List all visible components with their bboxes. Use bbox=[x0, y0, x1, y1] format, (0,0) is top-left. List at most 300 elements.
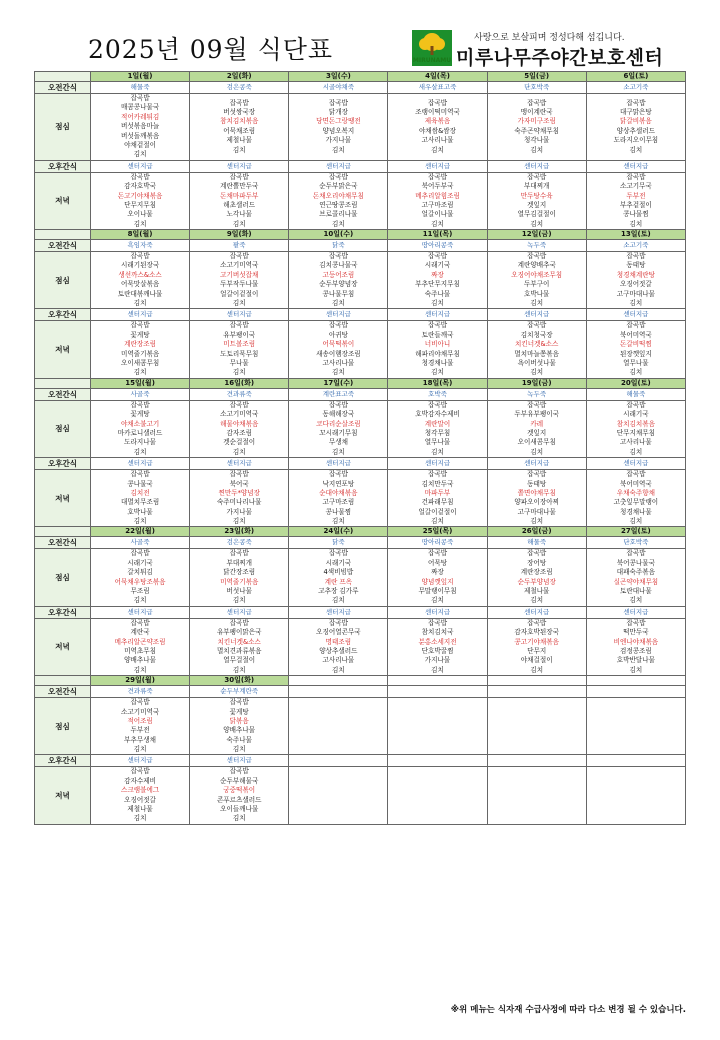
pm-snack-label: 오후간식 bbox=[35, 309, 91, 321]
am-snack-cell: 순두부계란죽 bbox=[190, 686, 289, 698]
date-cell: 13일(토) bbox=[586, 230, 685, 240]
menu-item: 겟잎지 bbox=[527, 428, 547, 437]
date-cell: 5일(금) bbox=[487, 72, 586, 82]
menu-item: 참치김치볶음 bbox=[220, 117, 259, 126]
menu-item: 도라지나물 bbox=[124, 438, 156, 447]
pm-snack-cell: 센터지급 bbox=[289, 160, 388, 172]
lunch-cell bbox=[190, 549, 289, 606]
date-cell: 19일(금) bbox=[487, 378, 586, 388]
menu-item: 동해해장국 bbox=[322, 410, 355, 419]
menu-item: 김치 bbox=[133, 596, 147, 605]
pm-snack-cell: 센터지급 bbox=[487, 606, 586, 618]
menu-item: 잡곡밥 bbox=[527, 618, 547, 627]
menu-item: 미역줄기볶음 bbox=[220, 577, 259, 586]
date-cell: 15일(월) bbox=[91, 378, 190, 388]
menu-item: 잡곡밥 bbox=[527, 549, 547, 558]
dinner-cell bbox=[91, 470, 190, 527]
menu-item: 만두탕수육 bbox=[520, 191, 553, 200]
menu-item: 양상추샐러드 bbox=[616, 126, 655, 135]
menu-item: 김치 bbox=[332, 665, 345, 674]
menu-item: 미트볼조림 bbox=[223, 340, 256, 349]
pm-snack-row bbox=[35, 458, 686, 470]
am-snack-cell: 검은콩죽 bbox=[190, 82, 289, 94]
pm-snack-cell: 센터지급 bbox=[586, 606, 685, 618]
menu-item: 잡곡밥 bbox=[229, 618, 249, 627]
menu-item: 어묵채조림 bbox=[223, 126, 256, 135]
menu-item: 치킨너겟&소스 bbox=[515, 340, 559, 349]
menu-item: 돈고기야채볶음 bbox=[117, 191, 163, 200]
dinner-cell bbox=[91, 321, 190, 378]
page-title: 2025년 09월 식단표 bbox=[88, 35, 334, 64]
menu-item: 장어탕 bbox=[527, 558, 547, 567]
menu-item: 김치 bbox=[133, 368, 147, 377]
menu-item: 부추무생채 bbox=[124, 735, 156, 744]
date-cell: 1일(월) bbox=[91, 72, 190, 82]
dinner-cell bbox=[487, 618, 586, 675]
menu-item: 건파래무침 bbox=[421, 498, 454, 507]
am-snack-cell bbox=[487, 686, 586, 698]
menu-item: 김치 bbox=[332, 145, 345, 154]
lunch-row bbox=[35, 698, 686, 755]
menu-item: 아귀탕 bbox=[328, 330, 348, 339]
pm-snack-row bbox=[35, 755, 686, 767]
menu-item: 마카로니샐러드 bbox=[117, 428, 163, 437]
menu-item: 갈치튀김 bbox=[127, 568, 153, 577]
menu-item: 고춧잎무말랭이 bbox=[613, 498, 659, 507]
am-snack-cell: 닭죽 bbox=[289, 537, 388, 549]
pm-snack-label: 오후간식 bbox=[35, 755, 91, 767]
am-snack-cell: 닭죽 bbox=[289, 240, 388, 252]
am-snack-label: 오전간식 bbox=[35, 537, 91, 549]
menu-item: 순두부해물국 bbox=[220, 776, 259, 785]
dinner-cell bbox=[289, 321, 388, 378]
menu-item: 야채걸절이 bbox=[520, 656, 553, 665]
lunch-cell bbox=[388, 94, 487, 161]
menu-item: 잡곡밥 bbox=[130, 767, 150, 776]
menu-item: 잡곡밥 bbox=[130, 321, 150, 330]
pm-snack-cell: 센터지급 bbox=[190, 160, 289, 172]
date-label-cell bbox=[35, 676, 91, 686]
date-row bbox=[35, 230, 686, 240]
menu-item: 짜장 bbox=[431, 270, 444, 279]
menu-item: 오이새콤무침 bbox=[120, 358, 160, 367]
menu-item: 맹이계란국 bbox=[520, 108, 553, 117]
am-snack-cell: 팥죽 bbox=[190, 240, 289, 252]
menu-item: 잡곡밥 bbox=[229, 252, 249, 261]
lunch-label: 점심 bbox=[35, 698, 91, 755]
menu-item: 소고기무국 bbox=[619, 182, 652, 191]
menu-item: 김치 bbox=[133, 814, 147, 823]
lunch-cell bbox=[91, 252, 190, 309]
menu-item: 잡곡밥 bbox=[427, 618, 448, 627]
am-snack-cell: 녹두죽 bbox=[487, 240, 586, 252]
menu-item: 잡곡밥 bbox=[427, 321, 448, 330]
pm-snack-cell: 센터지급 bbox=[388, 309, 487, 321]
menu-item: 김치 bbox=[530, 447, 544, 456]
lunch-cell bbox=[289, 94, 388, 161]
menu-item: 겟잎지 bbox=[527, 200, 547, 209]
menu-item: 잡곡밥 bbox=[527, 321, 547, 330]
dinner-cell bbox=[487, 470, 586, 527]
date-cell: 26일(금) bbox=[487, 527, 586, 537]
menu-item: 숙주곤약채무침 bbox=[514, 126, 559, 135]
menu-item: 콩나물국 bbox=[127, 479, 153, 488]
dinner-cell bbox=[586, 321, 685, 378]
date-cell: 23일(화) bbox=[190, 527, 289, 537]
menu-item: 김치 bbox=[530, 219, 544, 228]
menu-item: 김치 bbox=[629, 447, 643, 456]
pm-snack-cell: 센터지급 bbox=[289, 309, 388, 321]
menu-item: 고등어조림 bbox=[322, 270, 355, 279]
menu-item: 순두부양념장 bbox=[517, 577, 556, 586]
lunch-cell bbox=[487, 94, 586, 161]
menu-item: 제육볶음 bbox=[424, 117, 451, 126]
menu-item: 김치 bbox=[232, 299, 246, 308]
am-snack-cell: 흑임자죽 bbox=[91, 240, 190, 252]
menu-item: 새송이햄장조림 bbox=[316, 349, 361, 358]
menu-item: 유부팽이국 bbox=[223, 330, 256, 339]
menu-item: 김치 bbox=[332, 368, 345, 377]
menu-item: 양파오이장아찌 bbox=[514, 498, 559, 507]
dinner-cell bbox=[388, 172, 487, 229]
menu-item: 부대찌개 bbox=[226, 558, 252, 567]
menu-item: 호박나물 bbox=[127, 507, 153, 516]
menu-item: 김치 bbox=[232, 368, 246, 377]
menu-item: 잡곡밥 bbox=[229, 470, 249, 479]
date-cell bbox=[586, 676, 685, 686]
menu-item: 무생채 bbox=[328, 438, 348, 447]
date-cell: 9일(화) bbox=[190, 230, 289, 240]
menu-item: 버섯볶음마늘 bbox=[120, 122, 160, 131]
date-cell: 2일(화) bbox=[190, 72, 289, 82]
dinner-row bbox=[35, 767, 686, 824]
am-snack-cell: 사골죽 bbox=[91, 388, 190, 400]
date-cell: 22일(월) bbox=[91, 527, 190, 537]
menu-item: 꽃게탕 bbox=[229, 707, 249, 716]
date-label-cell bbox=[35, 230, 91, 240]
lunch-cell bbox=[91, 400, 190, 457]
pm-snack-cell: 센터지급 bbox=[487, 309, 586, 321]
dinner-cell bbox=[91, 618, 190, 675]
menu-item: 김치 bbox=[133, 745, 147, 754]
lunch-row bbox=[35, 549, 686, 606]
menu-item: 김치 bbox=[232, 447, 246, 456]
pm-snack-label: 오후간식 bbox=[35, 160, 91, 172]
dinner-cell bbox=[289, 767, 388, 824]
menu-item: 제철나물 bbox=[226, 136, 252, 145]
menu-item: 치킨너겟&소스 bbox=[217, 637, 261, 646]
menu-item: 순대야채볶음 bbox=[319, 488, 358, 497]
menu-item: 유부팽이맑은국 bbox=[216, 628, 262, 637]
menu-item: 고구마조림 bbox=[421, 200, 454, 209]
menu-item: 김치 bbox=[232, 814, 246, 823]
menu-item: 잡곡밥 bbox=[229, 549, 249, 558]
menu-item: 김치 bbox=[431, 219, 444, 228]
menu-item: 가자미구조림 bbox=[517, 117, 556, 126]
menu-item: 계란말이 bbox=[424, 419, 451, 428]
menu-item: 열무나물 bbox=[623, 358, 649, 367]
menu-item: 잡곡밥 bbox=[626, 549, 646, 558]
am-snack-label: 오전간식 bbox=[35, 388, 91, 400]
menu-item: 김치 bbox=[232, 745, 246, 754]
menu-item: 김치만두국 bbox=[421, 479, 454, 488]
menu-item: 잡곡밥 bbox=[229, 98, 249, 107]
menu-item: 청경채나물 bbox=[619, 507, 652, 516]
date-cell: 10일(수) bbox=[289, 230, 388, 240]
menu-item: 생선까스&소스 bbox=[118, 270, 162, 279]
menu-item: 북어국 bbox=[229, 479, 249, 488]
menu-item: 김치 bbox=[530, 517, 544, 526]
menu-item: 고추장 김가루 bbox=[318, 587, 359, 596]
menu-item: 청경채나물 bbox=[421, 358, 454, 367]
menu-item: 잡곡밥 bbox=[527, 400, 547, 409]
dinner-row bbox=[35, 321, 686, 378]
menu-item: 당면돈그랑땡전 bbox=[316, 117, 361, 126]
menu-item: 잡곡밥 bbox=[328, 400, 348, 409]
menu-item: 계란양배추국 bbox=[517, 261, 556, 270]
menu-item: 숙주나물 bbox=[226, 735, 252, 744]
menu-item: 쫄면야채무침 bbox=[517, 488, 556, 497]
lunch-cell bbox=[586, 549, 685, 606]
menu-item: 청각나물 bbox=[523, 136, 550, 145]
menu-item: 김치 bbox=[232, 665, 246, 674]
menu-item: 닭볶음 bbox=[229, 716, 249, 725]
dinner-cell bbox=[487, 172, 586, 229]
menu-item: 김치 bbox=[629, 596, 643, 605]
menu-item: 해물야채볶음 bbox=[220, 419, 259, 428]
menu-item: 돈갈비떡찜 bbox=[619, 340, 652, 349]
date-row bbox=[35, 378, 686, 388]
menu-item: 무나물 bbox=[229, 358, 249, 367]
menu-item: 김치 bbox=[629, 219, 643, 228]
lunch-cell bbox=[289, 698, 388, 755]
menu-item: 김치 bbox=[332, 517, 345, 526]
pm-snack-row bbox=[35, 606, 686, 618]
menu-item: 잡곡밥 bbox=[328, 98, 348, 107]
menu-item: 김치 bbox=[332, 299, 345, 308]
menu-item: 얼갈이겉절이 bbox=[418, 507, 457, 516]
menu-item: 잡곡밥 bbox=[427, 98, 448, 107]
date-cell: 12일(금) bbox=[487, 230, 586, 240]
menu-item: 마파두부 bbox=[424, 488, 451, 497]
menu-item: 오징어젓갈 bbox=[124, 795, 156, 804]
dinner-row bbox=[35, 470, 686, 527]
menu-item: 돈채오리야채무침 bbox=[312, 191, 364, 200]
am-snack-cell: 소고기죽 bbox=[586, 82, 685, 94]
menu-item: 잡곡밥 bbox=[130, 549, 150, 558]
menu-item: 야채소불고기 bbox=[120, 419, 160, 428]
menu-item: 잡곡밥 bbox=[130, 94, 150, 102]
date-row bbox=[35, 676, 686, 686]
menu-item: 계란국 bbox=[130, 628, 150, 637]
menu-item: 무조림 bbox=[130, 587, 150, 596]
pm-snack-cell: 센터지급 bbox=[388, 458, 487, 470]
menu-item: 잡곡밥 bbox=[626, 172, 646, 181]
menu-item: 감자조림 bbox=[226, 428, 252, 437]
menu-item: 단무지 bbox=[527, 646, 547, 655]
menu-item: 숙주나물 bbox=[424, 289, 451, 298]
lunch-cell bbox=[586, 252, 685, 309]
am-snack-cell: 계란표고죽 bbox=[289, 388, 388, 400]
menu-item: 단호박꿀찜 bbox=[421, 646, 454, 655]
menu-item: 버섯나물 bbox=[226, 587, 252, 596]
menu-item: 김치 bbox=[431, 665, 444, 674]
menu-item: 해초샐러드 bbox=[223, 200, 256, 209]
menu-item: 김치 bbox=[431, 145, 444, 154]
date-cell: 6일(토) bbox=[586, 72, 685, 82]
menu-item: 김치 bbox=[133, 299, 147, 308]
pm-snack-cell: 센터지급 bbox=[388, 160, 487, 172]
menu-item: 잡곡밥 bbox=[229, 698, 249, 707]
menu-item: 김치 bbox=[232, 517, 246, 526]
lunch-cell bbox=[487, 698, 586, 755]
menu-item: 오이새콤무침 bbox=[517, 438, 556, 447]
dinner-cell bbox=[586, 172, 685, 229]
date-cell: 16일(화) bbox=[190, 378, 289, 388]
menu-item: 스크램블에그 bbox=[120, 786, 160, 795]
menu-item: 김치 bbox=[431, 517, 444, 526]
am-snack-cell: 녹두죽 bbox=[487, 388, 586, 400]
menu-item: 두부전 bbox=[626, 191, 646, 200]
menu-item: 오징어야채조무침 bbox=[511, 270, 563, 279]
date-label-cell bbox=[35, 527, 91, 537]
pm-snack-row bbox=[35, 160, 686, 172]
menu-item: 고기버섯잡채 bbox=[220, 270, 259, 279]
am-snack-row bbox=[35, 82, 686, 94]
menu-item: 잡곡밥 bbox=[130, 698, 150, 707]
menu-item: 호박나물 bbox=[523, 289, 550, 298]
menu-item: 참치김치국 bbox=[421, 628, 454, 637]
menu-item: 잡곡밥 bbox=[229, 172, 249, 181]
menu-item: 잡곡밥 bbox=[626, 252, 646, 261]
lunch-cell bbox=[487, 549, 586, 606]
menu-item: 해파리야채무침 bbox=[415, 349, 460, 358]
menu-item: 김치 bbox=[133, 447, 147, 456]
dinner-cell bbox=[190, 321, 289, 378]
am-snack-cell: 해물죽 bbox=[91, 82, 190, 94]
menu-item: 소고기미역국 bbox=[220, 410, 259, 419]
menu-item: 김치전 bbox=[130, 488, 150, 497]
am-snack-label: 오전간식 bbox=[35, 240, 91, 252]
lunch-row bbox=[35, 252, 686, 309]
dinner-label: 저녁 bbox=[35, 172, 91, 229]
dinner-label: 저녁 bbox=[35, 470, 91, 527]
am-snack-cell: 단호박죽 bbox=[586, 537, 685, 549]
pm-snack-row bbox=[35, 309, 686, 321]
menu-item: 제철나물 bbox=[127, 805, 153, 814]
page-header bbox=[0, 0, 720, 70]
date-cell: 3일(수) bbox=[289, 72, 388, 82]
lunch-cell bbox=[586, 400, 685, 457]
date-cell: 27일(토) bbox=[586, 527, 685, 537]
pm-snack-cell: 센터지급 bbox=[487, 458, 586, 470]
date-cell: 25일(목) bbox=[388, 527, 487, 537]
menu-item: 호박반달나물 bbox=[616, 656, 655, 665]
menu-item: 순두부맑은국 bbox=[319, 182, 358, 191]
menu-item: 김치 bbox=[530, 596, 544, 605]
lunch-cell bbox=[190, 698, 289, 755]
lunch-cell bbox=[289, 252, 388, 309]
menu-item: 잡곡밥 bbox=[427, 400, 448, 409]
date-cell bbox=[388, 676, 487, 686]
dinner-cell bbox=[91, 172, 190, 229]
menu-item: 매콤콩나물국 bbox=[120, 103, 160, 112]
logo-text: MIRUNAMU bbox=[412, 57, 452, 64]
am-snack-label: 오전간식 bbox=[35, 82, 91, 94]
lunch-cell bbox=[586, 698, 685, 755]
menu-item: 김치 bbox=[332, 447, 345, 456]
menu-item: 시래기된장국 bbox=[120, 261, 160, 270]
slogan: 사랑으로 보살피며 정성다해 섬깁니다. bbox=[474, 33, 625, 43]
menu-item: 잡곡밥 bbox=[130, 252, 150, 261]
menu-item: 동태탕 bbox=[626, 261, 646, 270]
menu-item: 참치김치볶음 bbox=[616, 419, 655, 428]
menu-item: 호박감자수제비 bbox=[415, 410, 460, 419]
menu-item: 계란 프옥 bbox=[324, 577, 353, 586]
menu-item: 잡곡밥 bbox=[328, 470, 348, 479]
am-snack-cell: 새우살표고죽 bbox=[388, 82, 487, 94]
menu-item: 잡곡밥 bbox=[527, 470, 547, 479]
menu-item: 가지나물 bbox=[424, 656, 451, 665]
am-snack-row bbox=[35, 686, 686, 698]
am-snack-cell: 해물죽 bbox=[586, 388, 685, 400]
dinner-cell bbox=[586, 767, 685, 824]
lunch-cell bbox=[388, 252, 487, 309]
dinner-cell bbox=[91, 767, 190, 824]
menu-item: 어묵떡볶이 bbox=[322, 340, 355, 349]
menu-item: 양상추샐러드 bbox=[319, 646, 358, 655]
pm-snack-cell: 센터지급 bbox=[586, 458, 685, 470]
menu-item: 어묵채우탕조볶음 bbox=[114, 577, 166, 586]
menu-item: 동태탕 bbox=[527, 479, 547, 488]
menu-item: 분홍소세지전 bbox=[418, 637, 457, 646]
lunch-label: 점심 bbox=[35, 549, 91, 606]
lunch-label: 점심 bbox=[35, 252, 91, 309]
menu-item: 미역줄기볶음 bbox=[120, 349, 160, 358]
menu-item: 잡곡밥 bbox=[130, 618, 150, 627]
menu-item: 꽃게탕 bbox=[130, 410, 150, 419]
menu-item: 계란장조림 bbox=[520, 568, 553, 577]
menu-item: 김치 bbox=[530, 299, 544, 308]
menu-item: 시래기국 bbox=[127, 558, 153, 567]
dinner-cell bbox=[388, 767, 487, 824]
menu-item: 토란대볶깨나물 bbox=[117, 289, 163, 298]
menu-item: 낙지연포탕 bbox=[322, 479, 355, 488]
menu-item: 열무나물 bbox=[424, 438, 451, 447]
date-cell: 24일(수) bbox=[289, 527, 388, 537]
menu-item: 잡곡밥 bbox=[229, 400, 249, 409]
menu-item: 잡곡밥 bbox=[626, 618, 646, 627]
menu-item: 소고기미역국 bbox=[220, 261, 259, 270]
lunch-cell bbox=[91, 94, 190, 161]
menu-item: 두부작두나물 bbox=[220, 280, 259, 289]
center-name: 미루나무주야간보호센터 bbox=[456, 47, 664, 69]
menu-item: 열무김걸절이 bbox=[517, 210, 556, 219]
menu-item: 고구마대나물 bbox=[517, 507, 556, 516]
am-snack-label: 오전간식 bbox=[35, 686, 91, 698]
pm-snack-cell: 센터지급 bbox=[91, 458, 190, 470]
am-snack-cell: 땅아리콩죽 bbox=[388, 537, 487, 549]
menu-item: 우채숙주향채 bbox=[616, 488, 655, 497]
dinner-cell bbox=[388, 618, 487, 675]
menu-item: 김치 bbox=[232, 145, 246, 154]
menu-item: 오이나물 bbox=[127, 210, 153, 219]
menu-item: 김치청국장 bbox=[520, 330, 553, 339]
menu-item: 메추리알곤약조림 bbox=[114, 637, 166, 646]
pm-snack-cell: 센터지급 bbox=[289, 458, 388, 470]
am-snack-cell: 시골야채죽 bbox=[289, 82, 388, 94]
menu-item: 단무지무침 bbox=[124, 200, 156, 209]
